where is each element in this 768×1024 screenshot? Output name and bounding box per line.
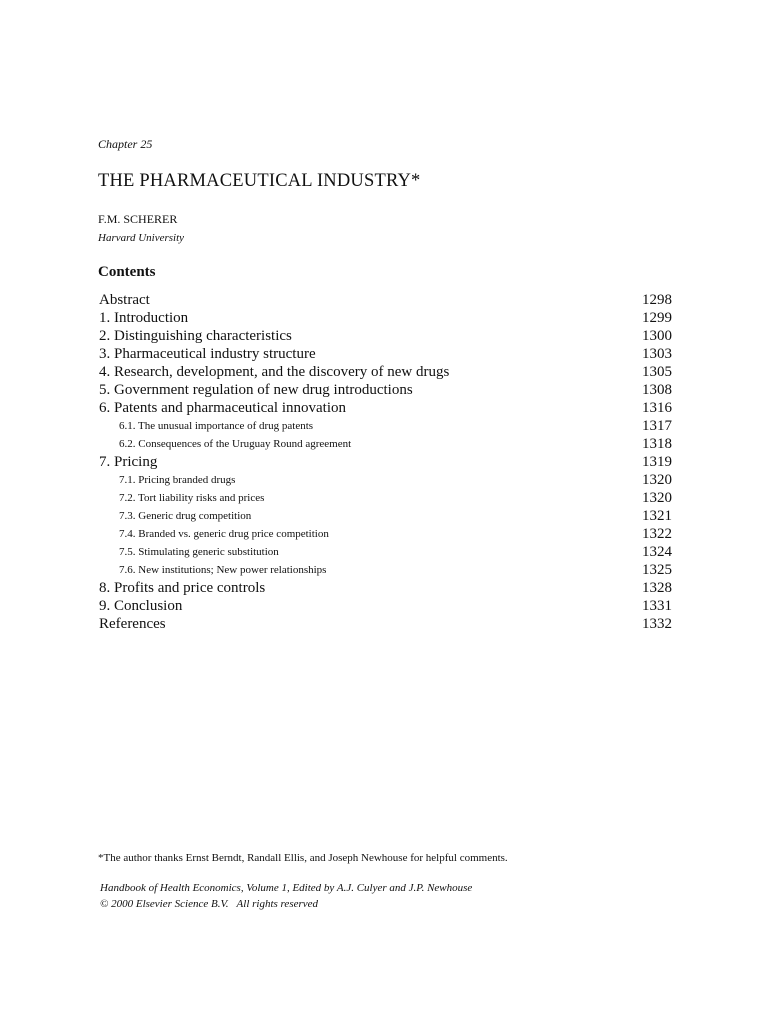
toc-entry-label: 6.1. The unusual importance of drug patents <box>119 420 314 432</box>
toc-entry-label: References <box>99 616 166 632</box>
toc-entry-page: 1331 <box>642 598 672 614</box>
toc-entry-page: 1321 <box>642 508 672 524</box>
toc-entry <box>99 327 672 345</box>
toc-entry-label: 7. Pricing <box>99 454 158 470</box>
chapter-label: Chapter 25 <box>98 137 153 151</box>
toc-entry-page: 1320 <box>642 490 672 506</box>
toc-entry-label: 8. Profits and price controls <box>99 580 266 596</box>
toc-entry-page: 1300 <box>642 328 672 344</box>
author-name: F.M. SCHERER <box>98 212 178 226</box>
toc-entry <box>99 597 672 615</box>
toc-entry <box>99 291 672 309</box>
toc-entry <box>99 309 672 327</box>
toc-entry-label: 7.4. Branded vs. generic drug price competition <box>119 528 329 540</box>
table-of-contents <box>99 291 672 633</box>
toc-entry <box>99 615 672 633</box>
toc-entry <box>99 579 672 597</box>
toc-entry-page: 1328 <box>642 580 672 596</box>
author-affiliation: Harvard University <box>98 232 185 244</box>
toc-entry-page: 1319 <box>642 454 672 470</box>
toc-entry-page: 1299 <box>642 310 672 326</box>
toc-entry-label: 7.6. New institutions; New power relationships <box>119 564 327 576</box>
toc-subentry <box>99 489 672 507</box>
toc-subentry <box>99 525 672 543</box>
toc-entry-page: 1308 <box>642 382 672 398</box>
toc-entry-page: 1316 <box>642 400 672 416</box>
acknowledgement-footnote: *The author thanks Ernst Berndt, Randall Ellis, and Joseph Newhouse for helpful comments. <box>98 852 508 864</box>
toc-entry-label: 7.5. Stimulating generic substitution <box>119 546 279 558</box>
toc-entry-label: Abstract <box>99 292 150 308</box>
toc-entry-label: 7.2. Tort liability risks and prices <box>119 492 265 504</box>
toc-entry-page: 1318 <box>642 436 672 452</box>
toc-subentry <box>99 435 672 453</box>
toc-entry-label: 3. Pharmaceutical industry structure <box>99 346 316 362</box>
toc-entry-label: 7.3. Generic drug competition <box>119 510 252 522</box>
toc-entry-page: 1325 <box>642 562 672 578</box>
toc-entry <box>99 453 672 471</box>
toc-entry-label: 6. Patents and pharmaceutical innovation <box>99 400 347 416</box>
toc-subentry <box>99 417 672 435</box>
toc-entry <box>99 381 672 399</box>
toc-entry-page: 1317 <box>642 418 672 434</box>
toc-entry-label: 9. Conclusion <box>99 598 183 614</box>
source-citation: Handbook of Health Economics, Volume 1, Edited by A.J. Culyer and J.P. Newhouse <box>100 882 473 894</box>
toc-subentry <box>99 543 672 561</box>
toc-entry <box>99 363 672 381</box>
document-title: THE PHARMACEUTICAL INDUSTRY* <box>98 171 421 191</box>
toc-entry-label: 1. Introduction <box>99 310 189 326</box>
toc-entry-page: 1303 <box>642 346 672 362</box>
toc-entry-label: 5. Government regulation of new drug introductions <box>99 382 413 398</box>
toc-entry-label: 4. Research, development, and the discovery of new drugs <box>99 364 450 380</box>
toc-entry-label: 7.1. Pricing branded drugs <box>119 474 236 486</box>
toc-subentry <box>99 507 672 525</box>
toc-entry <box>99 345 672 363</box>
toc-entry-page: 1320 <box>642 472 672 488</box>
toc-subentry <box>99 561 672 579</box>
toc-entry-page: 1305 <box>642 364 672 380</box>
toc-entry <box>99 399 672 417</box>
contents-heading: Contents <box>98 264 156 280</box>
toc-entry-page: 1332 <box>642 616 672 632</box>
toc-entry-page: 1298 <box>642 292 672 308</box>
copyright-notice: © 2000 Elsevier Science B.V. All rights reserved <box>100 898 319 910</box>
toc-subentry <box>99 471 672 489</box>
toc-entry-page: 1324 <box>642 544 672 560</box>
toc-entry-label: 6.2. Consequences of the Uruguay Round agreement <box>119 438 352 450</box>
toc-entry-label: 2. Distinguishing characteristics <box>99 328 292 344</box>
toc-entry-page: 1322 <box>642 526 672 542</box>
